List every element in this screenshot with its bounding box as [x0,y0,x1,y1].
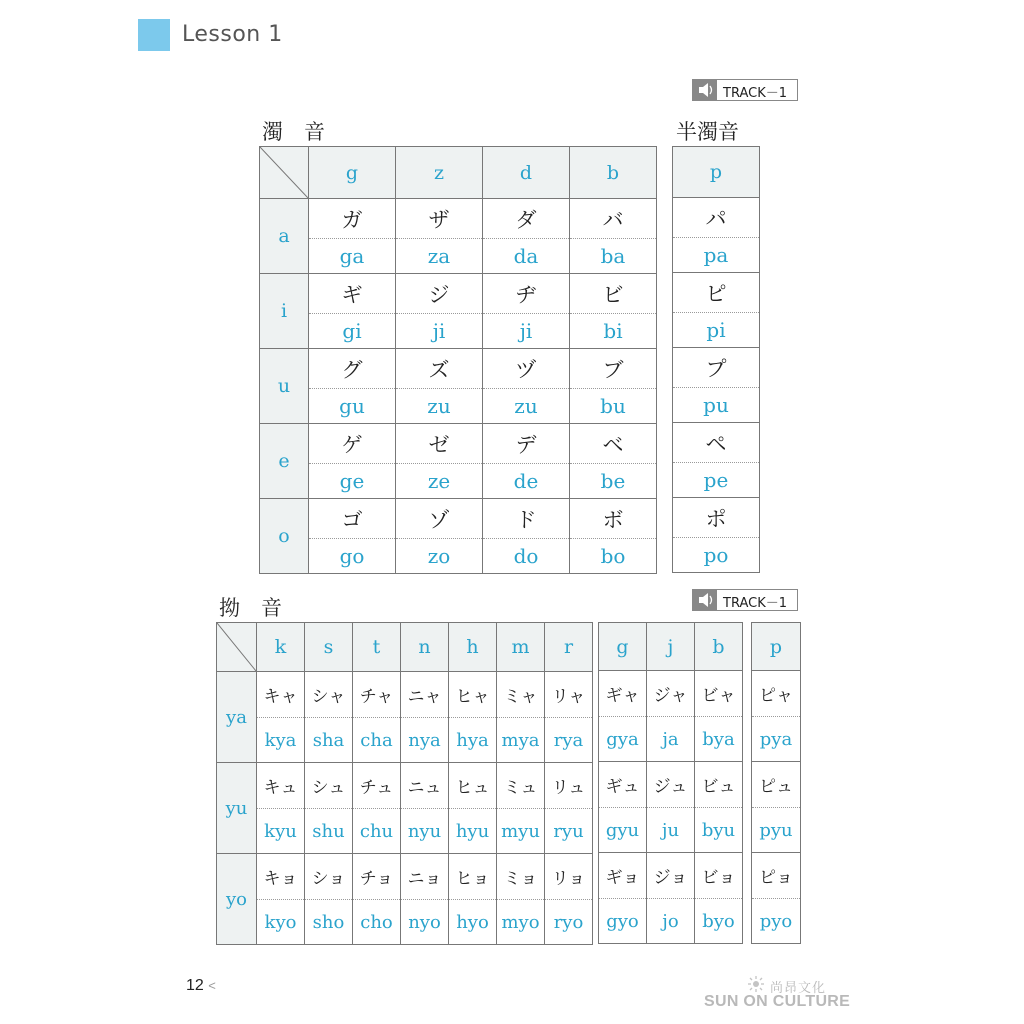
kana-cell: ニョ [401,854,449,900]
kana-cell: ヒュ [449,763,497,809]
romaji-cell: pa [673,238,760,273]
kana-cell: ミョ [497,854,545,900]
romaji-cell: bya [695,717,743,762]
romaji-cell: ga [309,239,396,274]
column-header: m [497,623,545,672]
kana-cell: ミュ [497,763,545,809]
row-header: i [260,274,309,349]
romaji-cell: do [483,539,570,574]
kana-cell: ギャ [599,671,647,717]
kana-cell: ジョ [647,853,695,899]
romaji-cell: hyo [449,900,497,945]
kana-cell: ビ [570,274,657,314]
romaji-cell: gya [599,717,647,762]
kana-cell: グ [309,349,396,389]
corner-cell [217,623,257,672]
kana-cell: ダ [483,199,570,239]
kana-cell: ブ [570,349,657,389]
dakuon-title: 濁 音 [262,120,325,144]
romaji-cell: ba [570,239,657,274]
row-header: yu [217,763,257,854]
romaji-cell: nya [401,718,449,763]
romaji-cell: ryo [545,900,593,945]
youon-table-basic [216,622,593,945]
youon-title: 拗 音 [219,596,282,620]
corner-cell [260,147,309,199]
speaker-icon [693,80,717,100]
column-header: g [599,623,647,671]
romaji-cell: chu [353,809,401,854]
kana-cell: ジ [396,274,483,314]
kana-cell: ボ [570,499,657,539]
romaji-cell: pyo [752,899,801,944]
romaji-cell: cho [353,900,401,945]
row-header: a [260,199,309,274]
kana-cell: リョ [545,854,593,900]
kana-cell: ジュ [647,762,695,808]
track-label: TRACK－1 [723,596,787,611]
kana-cell: ズ [396,349,483,389]
romaji-cell: ju [647,808,695,853]
kana-cell: ゼ [396,424,483,464]
romaji-cell: mya [497,718,545,763]
kana-cell: パ [673,198,760,238]
romaji-cell: zu [396,389,483,424]
publisher-name-en: SUN ON CULTURE [704,993,851,1010]
row-header: ya [217,672,257,763]
romaji-cell: ji [483,314,570,349]
kana-cell: ニュ [401,763,449,809]
kana-cell: ザ [396,199,483,239]
romaji-cell: bu [570,389,657,424]
kana-cell: ポ [673,498,760,538]
romaji-cell: cha [353,718,401,763]
kana-cell: ピャ [752,671,801,717]
romaji-cell: myu [497,809,545,854]
speaker-icon [693,590,717,610]
kana-cell: ギ [309,274,396,314]
kana-cell: チュ [353,763,401,809]
romaji-cell: bi [570,314,657,349]
kana-cell: キュ [257,763,305,809]
handakuon-table [672,146,760,573]
column-header: b [695,623,743,671]
page-number: 12 < [186,977,216,994]
kana-cell: デ [483,424,570,464]
romaji-cell: nyu [401,809,449,854]
kana-cell: ジャ [647,671,695,717]
kana-cell: ヒャ [449,672,497,718]
romaji-cell: ji [396,314,483,349]
romaji-cell: pu [673,388,760,423]
kana-cell: チョ [353,854,401,900]
kana-cell: ヅ [483,349,570,389]
kana-cell: ゾ [396,499,483,539]
kana-cell: キョ [257,854,305,900]
romaji-cell: da [483,239,570,274]
romaji-cell: sha [305,718,353,763]
kana-cell: ヒョ [449,854,497,900]
kana-cell: ニャ [401,672,449,718]
romaji-cell: pya [752,717,801,762]
column-header: z [396,147,483,199]
kana-cell: シュ [305,763,353,809]
kana-cell: ビュ [695,762,743,808]
kana-cell: ゲ [309,424,396,464]
romaji-cell: ja [647,717,695,762]
romaji-cell: ge [309,464,396,499]
column-header: k [257,623,305,672]
kana-cell: リャ [545,672,593,718]
romaji-cell: pe [673,463,760,498]
column-header: p [752,623,801,671]
kana-cell: チャ [353,672,401,718]
romaji-cell: byu [695,808,743,853]
kana-cell: ベ [570,424,657,464]
romaji-cell: go [309,539,396,574]
kana-cell: ビャ [695,671,743,717]
row-header: o [260,499,309,574]
romaji-cell: kyu [257,809,305,854]
romaji-cell: byo [695,899,743,944]
romaji-cell: myo [497,900,545,945]
track-badge-dakuon[interactable] [692,79,798,101]
romaji-cell: de [483,464,570,499]
romaji-cell: hyu [449,809,497,854]
romaji-cell: po [673,538,760,573]
kana-cell: ギュ [599,762,647,808]
kana-cell: シャ [305,672,353,718]
romaji-cell: kya [257,718,305,763]
row-header: yo [217,854,257,945]
youon-table-dakuon [598,622,743,944]
column-header: j [647,623,695,671]
kana-cell: ヂ [483,274,570,314]
kana-cell: ゴ [309,499,396,539]
kana-cell: ピュ [752,762,801,808]
kana-cell: ショ [305,854,353,900]
row-header: e [260,424,309,499]
column-header: p [673,147,760,198]
kana-cell: キャ [257,672,305,718]
corner-diagonal [217,623,256,671]
corner-diagonal [260,147,308,198]
column-header: n [401,623,449,672]
romaji-cell: sho [305,900,353,945]
kana-cell: ミャ [497,672,545,718]
romaji-cell: zo [396,539,483,574]
kana-cell: プ [673,348,760,388]
romaji-cell: za [396,239,483,274]
kana-cell: ギョ [599,853,647,899]
romaji-cell: gu [309,389,396,424]
romaji-cell: zu [483,389,570,424]
publisher-name-cn: 尚昂文化 [770,981,827,996]
column-header: h [449,623,497,672]
youon-table-handakuon [751,622,801,944]
romaji-cell: kyo [257,900,305,945]
romaji-cell: shu [305,809,353,854]
romaji-cell: pi [673,313,760,348]
romaji-cell: nyo [401,900,449,945]
romaji-cell: gi [309,314,396,349]
lesson-marker [138,19,170,51]
column-header: d [483,147,570,199]
romaji-cell: bo [570,539,657,574]
romaji-cell: be [570,464,657,499]
romaji-cell: gyu [599,808,647,853]
handakuon-title: 半濁音 [676,120,739,144]
romaji-cell: jo [647,899,695,944]
romaji-cell: ze [396,464,483,499]
kana-cell: ビョ [695,853,743,899]
romaji-cell: rya [545,718,593,763]
kana-cell: リュ [545,763,593,809]
column-header: r [545,623,593,672]
dakuon-table [259,146,657,574]
track-badge-youon[interactable] [692,589,798,611]
kana-cell: ペ [673,423,760,463]
kana-cell: バ [570,199,657,239]
romaji-cell: gyo [599,899,647,944]
column-header: s [305,623,353,672]
romaji-cell: hya [449,718,497,763]
kana-cell: ピ [673,273,760,313]
kana-cell: ピョ [752,853,801,899]
column-header: b [570,147,657,199]
lesson-title: Lesson 1 [182,22,283,47]
kana-cell: ガ [309,199,396,239]
row-header: u [260,349,309,424]
romaji-cell: ryu [545,809,593,854]
column-header: t [353,623,401,672]
kana-cell: ド [483,499,570,539]
track-label: TRACK－1 [723,86,787,101]
romaji-cell: pyu [752,808,801,853]
column-header: g [309,147,396,199]
